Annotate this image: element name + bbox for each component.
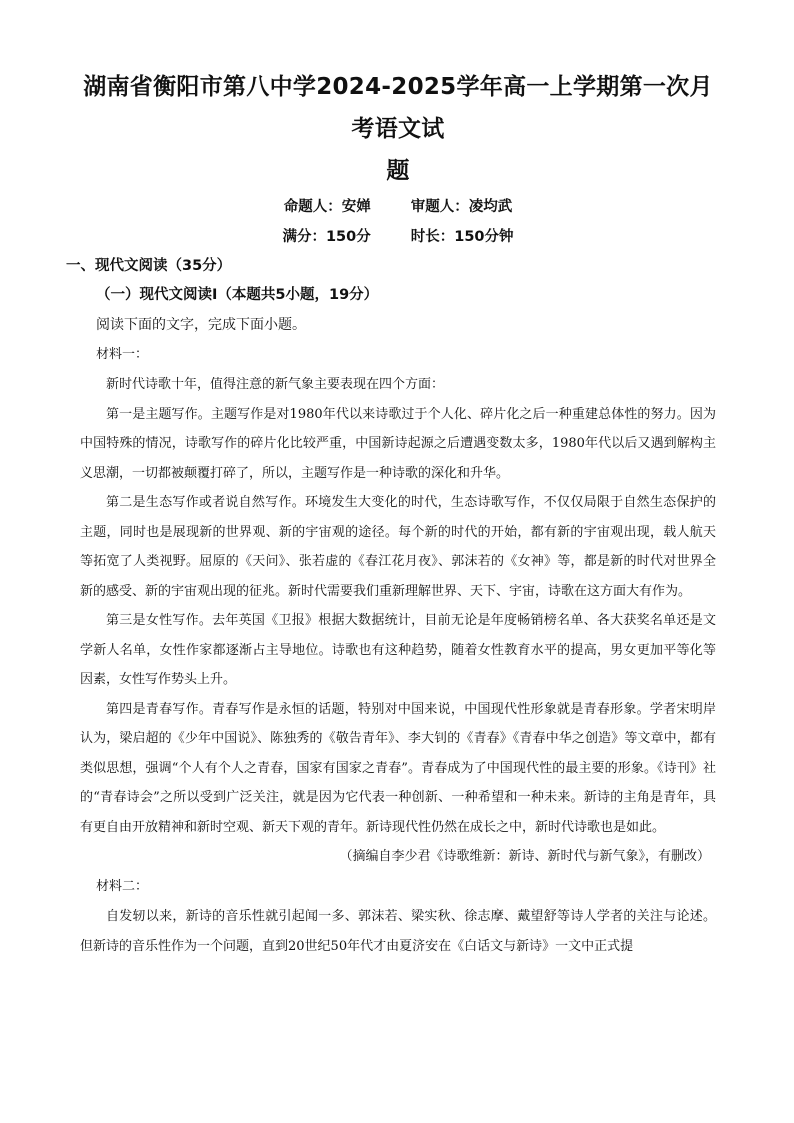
material-2-paragraph: 自发轫以来，新诗的音乐性就引起闻一多、郭沫若、梁实秋、徐志摩、戴望舒等诗人学者的关注与论述。但新诗的音乐性作为一个问题，直到20世纪50年代才由夏济安在《白话文与新诗》一文中正式提 (80, 909, 716, 954)
section-heading: 一、现代文阅读（35分） (66, 258, 232, 274)
exam-duration: 时长：150分钟 (410, 229, 514, 245)
material-1-label: 材料一： (96, 347, 149, 362)
material-1-paragraph: 新时代诗歌十年，值得注意的新气象主要表现在四个方面： (106, 377, 445, 392)
document-title-line-2: 题 (386, 158, 410, 184)
material-1-paragraph: 第一是主题写作。主题写作是对1980年代以来诗歌过于个人化、碎片化之后一种重建总体性的努力。因为中国特殊的情况，诗歌写作的碎片化比较严重，中国新诗起源之后遭遇变数太多，1980年代以后又遇到解构主义思潮，一切都被颠覆打碎了，所以，主题写作是一种诗歌的深化和升华。 (80, 406, 716, 481)
material-1-paragraph: 第二是生态写作或者说自然写作。环境发生大变化的时代，生态诗歌写作，不仅仅局限于自然生态保护的主题，同时也是展现新的世界观、新的宇宙观的途径。每个新的时代的开始，都有新的宇宙观出现，载人航天等拓宽了人类视野。屈原的《天问》、张若虚的《春江花月夜》、郭沫若的《女神》等，都是新的时代对世界全新的感受、新的宇宙观出现的征兆。新时代需要我们重新理解世界、天下、宇宙，诗歌在这方面大有作为。 (80, 495, 716, 599)
reading-instruction: 阅读下面的文字，完成下面小题。 (96, 317, 306, 333)
exam-authors (80, 192, 716, 222)
material-2-label: 材料二： (96, 879, 149, 894)
setter-name: 命题人：安婵 (283, 199, 371, 215)
document-title-line-1: 湖南省衡阳市第八中学2024-2025学年高一上学期第一次月考语文试 (83, 74, 713, 142)
reviewer-name: 审题人：凌均武 (410, 199, 513, 215)
exam-info (80, 222, 716, 252)
material-1-paragraph: 第四是青春写作。青春写作是永恒的话题，特别对中国来说，中国现代性形象就是青春形象。学者宋明岸认为，梁启超的《少年中国说》、陈独秀的《敬告青年》、李大钊的《青春》《青春中华之创造》等文章中，都有类似思想，强调“个人有个人之青春，国家有国家之青春”。青春成为了中国现代性的最主要的形象。《诗刊》社的“青春诗会”之所以受到广泛关注，就是因为它代表一种创新、一种希望和一种未来。新诗的主角是青年，具有更自由开放精神和新时空观、新天下观的青年。新诗现代性仍然在成长之中，新时代诗歌也是如此。 (80, 701, 716, 835)
subsection-heading: （一）现代文阅读I（本题共5小题，19分） (96, 287, 379, 303)
material-1-source: （摘编自李少君《诗歌维新：新诗、新时代与新气象》，有删改） (339, 849, 710, 864)
full-score: 满分：150分 (282, 229, 371, 245)
material-1-paragraph: 第三是女性写作。去年英国《卫报》根据大数据统计，目前无论是年度畅销榜名单、各大获奖名单还是文学新人名单，女性作家都逐渐占主导地位。诗歌也有这种趋势，随着女性教育水平的提高，男女更加平等化等因素，女性写作势头上升。 (80, 613, 716, 687)
